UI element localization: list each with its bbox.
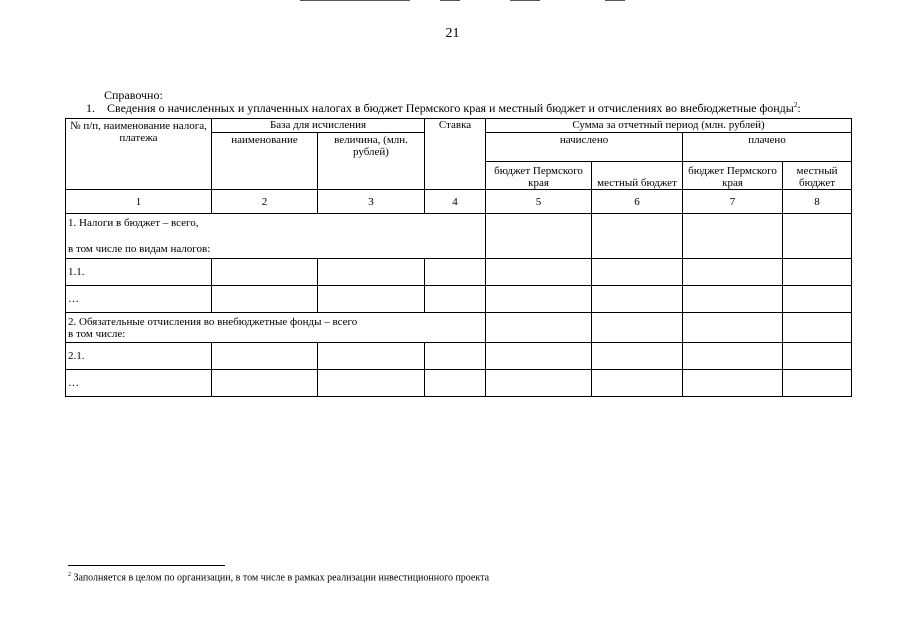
table-cell bbox=[683, 313, 783, 343]
table-cell bbox=[683, 259, 783, 286]
funds-breakdown-label: в том числе: bbox=[68, 328, 126, 340]
table-cell bbox=[592, 343, 683, 370]
table-cell bbox=[592, 313, 683, 343]
table-cell bbox=[783, 343, 852, 370]
table-cell bbox=[425, 343, 486, 370]
table-cell bbox=[486, 313, 592, 343]
table-cell bbox=[592, 259, 683, 286]
header-accrued-region: бюджет Пермского края bbox=[486, 162, 592, 190]
footnote-ref: 2 bbox=[68, 572, 71, 578]
footnote-divider bbox=[68, 565, 225, 566]
header-accrued: начислено bbox=[486, 133, 683, 162]
table-cell bbox=[212, 286, 318, 313]
header-tax-name: № п/п, наименование налога, платежа bbox=[66, 119, 212, 190]
table-cell bbox=[592, 370, 683, 397]
heading-suffix: : bbox=[797, 101, 801, 115]
table-cell bbox=[212, 343, 318, 370]
footnote-text: Заполняется в целом по организации, в том числе в рамках реализации инвестиционного проекта bbox=[73, 572, 490, 584]
row-label: … bbox=[66, 370, 212, 397]
funds-total-cell bbox=[66, 313, 486, 343]
footnote bbox=[68, 572, 489, 583]
table-cell bbox=[783, 259, 852, 286]
table-cell bbox=[318, 343, 425, 370]
table-cell bbox=[212, 259, 318, 286]
column-number: 3 bbox=[318, 190, 425, 214]
table-cell bbox=[683, 214, 783, 259]
header-paid: плачено bbox=[683, 133, 852, 162]
table-row bbox=[66, 286, 852, 313]
column-number: 5 bbox=[486, 190, 592, 214]
table-row bbox=[66, 313, 852, 343]
section-heading bbox=[86, 101, 801, 116]
table-cell bbox=[783, 370, 852, 397]
column-number: 6 bbox=[592, 190, 683, 214]
column-number: 7 bbox=[683, 190, 783, 214]
header-rate: Ставка bbox=[425, 119, 486, 190]
table-cell bbox=[683, 370, 783, 397]
table-cell bbox=[683, 286, 783, 313]
table-cell bbox=[486, 370, 592, 397]
table-cell bbox=[783, 286, 852, 313]
intro-label: Справочно: bbox=[104, 88, 163, 102]
table-cell bbox=[783, 313, 852, 343]
table-cell bbox=[318, 286, 425, 313]
taxes-breakdown-label: в том числе по видам налогов: bbox=[68, 243, 211, 255]
heading-footnote-ref: 2 bbox=[793, 101, 798, 109]
column-number: 4 bbox=[425, 190, 486, 214]
table-row bbox=[66, 214, 852, 259]
table-cell bbox=[683, 343, 783, 370]
table-cell bbox=[783, 214, 852, 259]
header-paid-local: местный бюджет bbox=[783, 162, 852, 190]
column-number: 2 bbox=[212, 190, 318, 214]
column-numbers-row bbox=[66, 190, 852, 214]
table-cell bbox=[486, 286, 592, 313]
taxes-total-cell bbox=[66, 214, 486, 259]
tax-table bbox=[65, 118, 852, 397]
table-cell bbox=[592, 286, 683, 313]
header-paid-region: бюджет Пермского края bbox=[683, 162, 783, 190]
column-number: 1 bbox=[66, 190, 212, 214]
table-cell bbox=[212, 370, 318, 397]
row-label: 1.1. bbox=[66, 259, 212, 286]
column-number: 8 bbox=[783, 190, 852, 214]
header-accrued-local: местный бюджет bbox=[592, 162, 683, 190]
taxes-total-label: 1. Налоги в бюджет – всего, bbox=[68, 217, 199, 229]
header-base-value: величина, (млн. рублей) bbox=[318, 133, 425, 190]
header-base-group: База для исчисления bbox=[212, 119, 425, 133]
table-cell bbox=[318, 259, 425, 286]
header-base-name: наименование bbox=[212, 133, 318, 190]
table-cell bbox=[592, 214, 683, 259]
table-cell bbox=[318, 370, 425, 397]
header-sum-group: Сумма за отчетный период (млн. рублей) bbox=[486, 119, 852, 133]
table-cell bbox=[486, 343, 592, 370]
row-label: … bbox=[66, 286, 212, 313]
table-cell bbox=[425, 370, 486, 397]
scan-edge-marks bbox=[0, 0, 905, 3]
page-number: 21 bbox=[445, 26, 460, 41]
heading-text: Сведения о начисленных и уплаченных налогах в бюджет Пермского края и местный бюджет и отчислениях во внебюджетные фонды bbox=[107, 101, 794, 115]
table-cell bbox=[486, 259, 592, 286]
table-row bbox=[66, 370, 852, 397]
heading-number: 1. bbox=[86, 101, 95, 115]
table-cell bbox=[425, 259, 486, 286]
table-row bbox=[66, 259, 852, 286]
funds-total-label: 2. Обязательные отчисления во внебюджетные фонды – всего bbox=[68, 316, 358, 328]
table-cell bbox=[425, 286, 486, 313]
table-cell bbox=[486, 214, 592, 259]
table-row bbox=[66, 343, 852, 370]
row-label: 2.1. bbox=[66, 343, 212, 370]
